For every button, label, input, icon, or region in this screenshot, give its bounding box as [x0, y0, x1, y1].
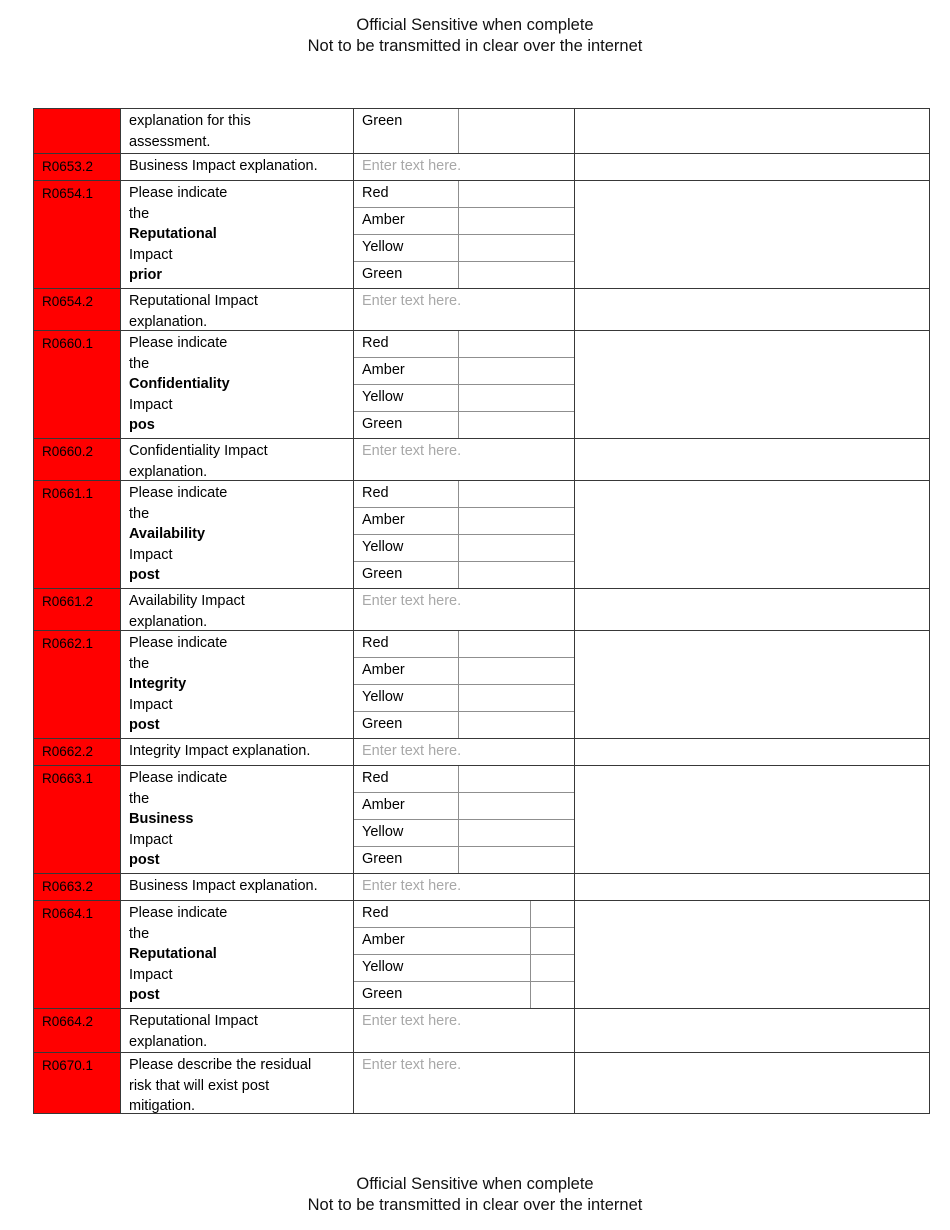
- question-cell: [121, 481, 354, 588]
- question-cell: [121, 331, 354, 438]
- question-line: [129, 354, 346, 436]
- question-text-segment: [129, 871, 346, 873]
- rag-checkbox-green[interactable]: [459, 562, 574, 588]
- question-text-segment: Impact: [129, 546, 173, 563]
- question-text-segment: [129, 286, 346, 288]
- rag-option-row: [354, 109, 574, 153]
- notes-cell: [575, 1009, 929, 1052]
- question-cell: [121, 1009, 354, 1052]
- rag-checkbox-green[interactable]: [459, 109, 574, 153]
- question-line: [129, 204, 346, 286]
- row-id-cell: [34, 331, 121, 438]
- rag-checkbox-green[interactable]: [459, 262, 574, 288]
- rag-option-label-red: Red: [354, 181, 459, 207]
- rag-option-row: [354, 481, 574, 508]
- row-id-label: R0664.2: [42, 1014, 94, 1029]
- question-line: [129, 441, 346, 462]
- rag-option-row: [354, 358, 574, 385]
- question-text-segment: explanation.: [129, 313, 208, 330]
- question-line: [129, 483, 346, 504]
- question-text-segment: Business Impact explanation.: [129, 158, 318, 174]
- question-text-segment: explanation.: [129, 1033, 208, 1050]
- question-text-segment: Please indicate: [129, 905, 228, 921]
- question-line: [129, 633, 346, 654]
- question-cell: [121, 289, 354, 330]
- header-classification-line-1: Official Sensitive when complete: [356, 16, 594, 34]
- question-text-segment: the: [129, 925, 150, 942]
- rag-option-label-amber: Amber: [354, 793, 459, 819]
- rag-option-label-yellow: Yellow: [354, 685, 459, 711]
- rag-option-label-yellow: Yellow: [354, 235, 459, 261]
- question-text-segment: Confidentiality Impact: [129, 443, 268, 459]
- table-row-R0662.1: [34, 630, 929, 738]
- rag-checkbox-yellow[interactable]: [459, 385, 574, 411]
- notes-cell: [575, 109, 929, 153]
- row-id-label: R0670.1: [42, 1058, 94, 1073]
- rag-option-label-green: Green: [354, 109, 459, 153]
- table-row-continuation: [34, 109, 929, 153]
- question-text-segment: [129, 1006, 346, 1008]
- row-id-cell: [34, 481, 121, 588]
- row-id-label: R0660.2: [42, 444, 94, 459]
- question-text-segment: Availability Impact: [129, 593, 245, 609]
- answer-cell-text: [354, 289, 575, 330]
- answer-cell-text: [354, 589, 575, 630]
- table-row-R0661.1: [34, 480, 929, 588]
- answer-cell-rag: [354, 631, 575, 738]
- rag-option-row: [354, 208, 574, 235]
- rag-option-row: [354, 562, 574, 588]
- question-text-segment: Please indicate: [129, 185, 228, 201]
- rag-option-row: [354, 793, 574, 820]
- rag-checkbox-amber[interactable]: [459, 208, 574, 234]
- text-input-placeholder[interactable]: Enter text here.: [362, 593, 462, 609]
- question-line: [129, 1032, 346, 1052]
- rag-option-row: [354, 712, 574, 738]
- row-id-cell: [34, 289, 121, 330]
- rag-checkbox-red[interactable]: [459, 481, 574, 507]
- rag-option-label-red: Red: [354, 481, 459, 507]
- rag-option-label-yellow: Yellow: [354, 535, 459, 561]
- question-text-segment: post: [129, 852, 160, 869]
- row-id-cell: [34, 439, 121, 480]
- question-text-segment: the: [129, 205, 150, 222]
- notes-cell: [575, 331, 929, 438]
- row-id-label: R0660.1: [42, 336, 94, 351]
- rag-option-row: [354, 982, 574, 1008]
- question-line: [129, 654, 346, 738]
- question-line: [129, 741, 346, 762]
- question-text-segment: Reputational: [129, 226, 217, 243]
- table-row-R0660.1: [34, 330, 929, 438]
- rag-checkbox-yellow[interactable]: [459, 535, 574, 561]
- text-input-placeholder[interactable]: Enter text here.: [362, 878, 462, 894]
- row-id-cell: [34, 154, 121, 180]
- table-row-R0664.1: [34, 900, 929, 1008]
- notes-cell: [575, 289, 929, 330]
- question-line: [129, 111, 346, 132]
- question-text-segment: Impact: [129, 966, 173, 983]
- question-text-segment: [129, 436, 346, 438]
- row-id-label: R0664.1: [42, 906, 94, 921]
- table-row-R0670.1: [34, 1052, 929, 1113]
- rag-option-label-green: Green: [354, 982, 531, 1008]
- rag-option-row: [354, 412, 574, 438]
- question-text-segment: Impact: [129, 396, 173, 413]
- answer-cell-rag: [354, 109, 575, 153]
- answer-cell-text: [354, 1053, 575, 1113]
- rag-checkbox-yellow[interactable]: [459, 235, 574, 261]
- question-line: [129, 291, 346, 312]
- rag-option-row: [354, 901, 574, 928]
- rag-checkbox-yellow[interactable]: [459, 820, 574, 846]
- rag-option-row: [354, 631, 574, 658]
- rag-option-label-yellow: Yellow: [354, 385, 459, 411]
- question-text-segment: explanation for this: [129, 113, 251, 129]
- question-cell: [121, 1053, 354, 1113]
- rag-checkbox-green[interactable]: [459, 847, 574, 873]
- row-id-cell: [34, 766, 121, 873]
- notes-cell: [575, 481, 929, 588]
- rag-option-label-red: Red: [354, 331, 459, 357]
- rag-option-label-amber: Amber: [354, 508, 459, 534]
- question-text-segment: Integrity Impact explanation.: [129, 743, 311, 759]
- header-classification-line-2: Not to be transmitted in clear over the internet: [307, 37, 643, 55]
- row-id-label: R0661.1: [42, 486, 94, 501]
- question-cell: [121, 874, 354, 900]
- notes-cell: [575, 901, 929, 1008]
- rag-checkbox-amber[interactable]: [459, 793, 574, 819]
- row-id-cell: [34, 901, 121, 1008]
- notes-cell: [575, 739, 929, 765]
- answer-cell-text: [354, 1009, 575, 1052]
- rag-option-row: [354, 820, 574, 847]
- rag-option-row: [354, 928, 574, 955]
- question-line: [129, 1055, 346, 1076]
- page-header: [0, 15, 950, 57]
- question-line: [129, 436, 346, 438]
- text-input-placeholder[interactable]: Enter text here.: [362, 1057, 462, 1073]
- rag-checkbox-amber[interactable]: [459, 358, 574, 384]
- rag-checkbox-green[interactable]: [459, 412, 574, 438]
- question-text-segment: post: [129, 987, 160, 1004]
- table-row-R0660.2: [34, 438, 929, 480]
- notes-cell: [575, 589, 929, 630]
- question-text-segment: Reputational Impact: [129, 293, 258, 309]
- rag-checkbox-red[interactable]: [459, 331, 574, 357]
- text-input-placeholder[interactable]: Enter text here.: [362, 293, 462, 309]
- question-cell: [121, 766, 354, 873]
- question-line: [129, 183, 346, 204]
- question-text-segment: assessment.: [129, 133, 211, 150]
- rag-option-row: [354, 235, 574, 262]
- rag-option-label-yellow: Yellow: [354, 820, 459, 846]
- answer-cell-rag: [354, 331, 575, 438]
- question-line: [129, 1006, 346, 1008]
- row-id-label: R0662.1: [42, 636, 94, 651]
- rag-option-label-amber: Amber: [354, 208, 459, 234]
- row-id-cell: [34, 181, 121, 288]
- question-cell: [121, 439, 354, 480]
- notes-cell: [575, 631, 929, 738]
- question-line: [129, 286, 346, 288]
- question-line: [129, 768, 346, 789]
- rag-option-label-red: Red: [354, 766, 459, 792]
- rag-option-label-yellow: Yellow: [354, 955, 531, 981]
- text-input-placeholder[interactable]: Enter text here.: [362, 1013, 462, 1029]
- question-text-segment: prior: [129, 267, 163, 284]
- question-text-segment: Please indicate: [129, 485, 228, 501]
- question-text-segment: the: [129, 655, 150, 672]
- page-footer: [0, 1174, 950, 1216]
- rag-option-label-green: Green: [354, 562, 459, 588]
- notes-cell: [575, 766, 929, 873]
- rag-option-label-green: Green: [354, 262, 459, 288]
- risk-assessment-table: [33, 108, 930, 1114]
- rag-checkbox-yellow[interactable]: [459, 685, 574, 711]
- question-cell: [121, 589, 354, 630]
- rag-checkbox-red[interactable]: [459, 631, 574, 657]
- question-text-segment: Impact: [129, 246, 173, 263]
- notes-cell: [575, 874, 929, 900]
- question-text-segment: explanation.: [129, 613, 208, 630]
- row-id-label: R0654.1: [42, 186, 94, 201]
- table-row-R0663.1: [34, 765, 929, 873]
- answer-cell-rag: [354, 481, 575, 588]
- question-line: [129, 1096, 346, 1113]
- question-text-segment: Reputational: [129, 946, 217, 963]
- rag-checkbox-amber[interactable]: [531, 928, 574, 954]
- question-text-segment: pos: [129, 417, 155, 434]
- question-line: [129, 132, 346, 153]
- row-id-cell: [34, 109, 121, 153]
- question-line: [129, 1011, 346, 1032]
- rag-checkbox-red[interactable]: [459, 181, 574, 207]
- question-text-segment: Integrity: [129, 676, 187, 693]
- question-text-segment: Availability: [129, 526, 206, 543]
- question-text-segment: Business Impact explanation.: [129, 878, 318, 894]
- row-id-label: R0663.1: [42, 771, 94, 786]
- question-cell: [121, 901, 354, 1008]
- question-line: [129, 333, 346, 354]
- row-id-cell: [34, 874, 121, 900]
- question-text-segment: mitigation.: [129, 1098, 196, 1113]
- question-text-segment: post: [129, 717, 160, 734]
- question-line: [129, 591, 346, 612]
- rag-checkbox-red[interactable]: [531, 901, 574, 927]
- table-row-R0661.2: [34, 588, 929, 630]
- notes-cell: [575, 1053, 929, 1113]
- question-text-segment: the: [129, 790, 150, 807]
- question-line: [129, 312, 346, 330]
- question-cell: [121, 154, 354, 180]
- rag-option-row: [354, 766, 574, 793]
- question-text-segment: Please indicate: [129, 635, 228, 651]
- table-row-R0653.2: [34, 153, 929, 180]
- answer-cell-text: [354, 154, 575, 180]
- notes-cell: [575, 439, 929, 480]
- footer-classification-line-2: Not to be transmitted in clear over the internet: [307, 1196, 643, 1214]
- question-text-segment: Impact: [129, 696, 173, 713]
- rag-checkbox-green[interactable]: [459, 712, 574, 738]
- answer-cell-text: [354, 739, 575, 765]
- question-text-segment: Please indicate: [129, 770, 228, 786]
- row-id-cell: [34, 1009, 121, 1052]
- question-text-segment: explanation.: [129, 463, 208, 480]
- question-text-segment: risk that will exist post: [129, 1077, 270, 1094]
- question-text-segment: the: [129, 355, 150, 372]
- question-text-segment: Impact: [129, 831, 173, 848]
- rag-checkbox-amber[interactable]: [459, 658, 574, 684]
- rag-checkbox-red[interactable]: [459, 766, 574, 792]
- rag-option-row: [354, 385, 574, 412]
- rag-checkbox-amber[interactable]: [459, 508, 574, 534]
- question-line: [129, 903, 346, 924]
- answer-cell-rag: [354, 181, 575, 288]
- rag-option-row: [354, 685, 574, 712]
- question-line: [129, 156, 346, 177]
- question-text-segment: post: [129, 567, 160, 584]
- rag-option-label-amber: Amber: [354, 928, 531, 954]
- answer-cell-text: [354, 874, 575, 900]
- footer-classification-line-1: Official Sensitive when complete: [356, 1175, 594, 1193]
- question-line: [129, 924, 346, 1006]
- question-text-segment: Confidentiality: [129, 376, 230, 393]
- text-input-placeholder[interactable]: Enter text here.: [362, 158, 462, 174]
- row-id-label: R0654.2: [42, 294, 94, 309]
- notes-cell: [575, 154, 929, 180]
- question-cell: [121, 631, 354, 738]
- table-row-R0654.1: [34, 180, 929, 288]
- rag-checkbox-yellow[interactable]: [531, 955, 574, 981]
- question-text-segment: the: [129, 505, 150, 522]
- rag-option-row: [354, 847, 574, 873]
- table-row-R0663.2: [34, 873, 929, 900]
- rag-option-row: [354, 508, 574, 535]
- rag-option-label-green: Green: [354, 712, 459, 738]
- notes-cell: [575, 181, 929, 288]
- question-text-segment: Business: [129, 811, 194, 828]
- answer-cell-rag: [354, 901, 575, 1008]
- row-id-label: R0661.2: [42, 594, 94, 609]
- question-cell: [121, 739, 354, 765]
- question-cell: [121, 181, 354, 288]
- answer-cell-rag: [354, 766, 575, 873]
- row-id-cell: [34, 739, 121, 765]
- rag-checkbox-green[interactable]: [531, 982, 574, 1008]
- question-text-segment: Reputational Impact: [129, 1013, 258, 1029]
- rag-option-label-amber: Amber: [354, 658, 459, 684]
- rag-option-label-amber: Amber: [354, 358, 459, 384]
- rag-option-label-red: Red: [354, 901, 531, 927]
- row-id-cell: [34, 631, 121, 738]
- row-id-cell: [34, 1053, 121, 1113]
- question-line: [129, 612, 346, 630]
- answer-cell-text: [354, 439, 575, 480]
- question-text-segment: [129, 586, 346, 588]
- question-line: [129, 876, 346, 897]
- row-id-cell: [34, 589, 121, 630]
- text-input-placeholder[interactable]: Enter text here.: [362, 443, 462, 459]
- question-line: [129, 504, 346, 588]
- table-row-R0664.2: [34, 1008, 929, 1052]
- question-line: [129, 1076, 346, 1097]
- question-text-segment: Please describe the residual: [129, 1057, 312, 1073]
- row-id-label: R0653.2: [42, 159, 94, 174]
- row-id-label: R0663.2: [42, 879, 94, 894]
- question-line: [129, 789, 346, 873]
- row-id-label: R0662.2: [42, 744, 94, 759]
- rag-option-row: [354, 181, 574, 208]
- rag-option-label-green: Green: [354, 847, 459, 873]
- text-input-placeholder[interactable]: Enter text here.: [362, 743, 462, 759]
- rag-option-row: [354, 955, 574, 982]
- rag-option-row: [354, 262, 574, 288]
- rag-option-row: [354, 658, 574, 685]
- question-cell: [121, 109, 354, 153]
- rag-option-label-red: Red: [354, 631, 459, 657]
- rag-option-label-green: Green: [354, 412, 459, 438]
- question-line: [129, 462, 346, 480]
- table-row-R0654.2: [34, 288, 929, 330]
- rag-option-row: [354, 535, 574, 562]
- rag-option-row: [354, 331, 574, 358]
- table-row-R0662.2: [34, 738, 929, 765]
- question-text-segment: Please indicate: [129, 335, 228, 351]
- question-text-segment: [129, 736, 346, 738]
